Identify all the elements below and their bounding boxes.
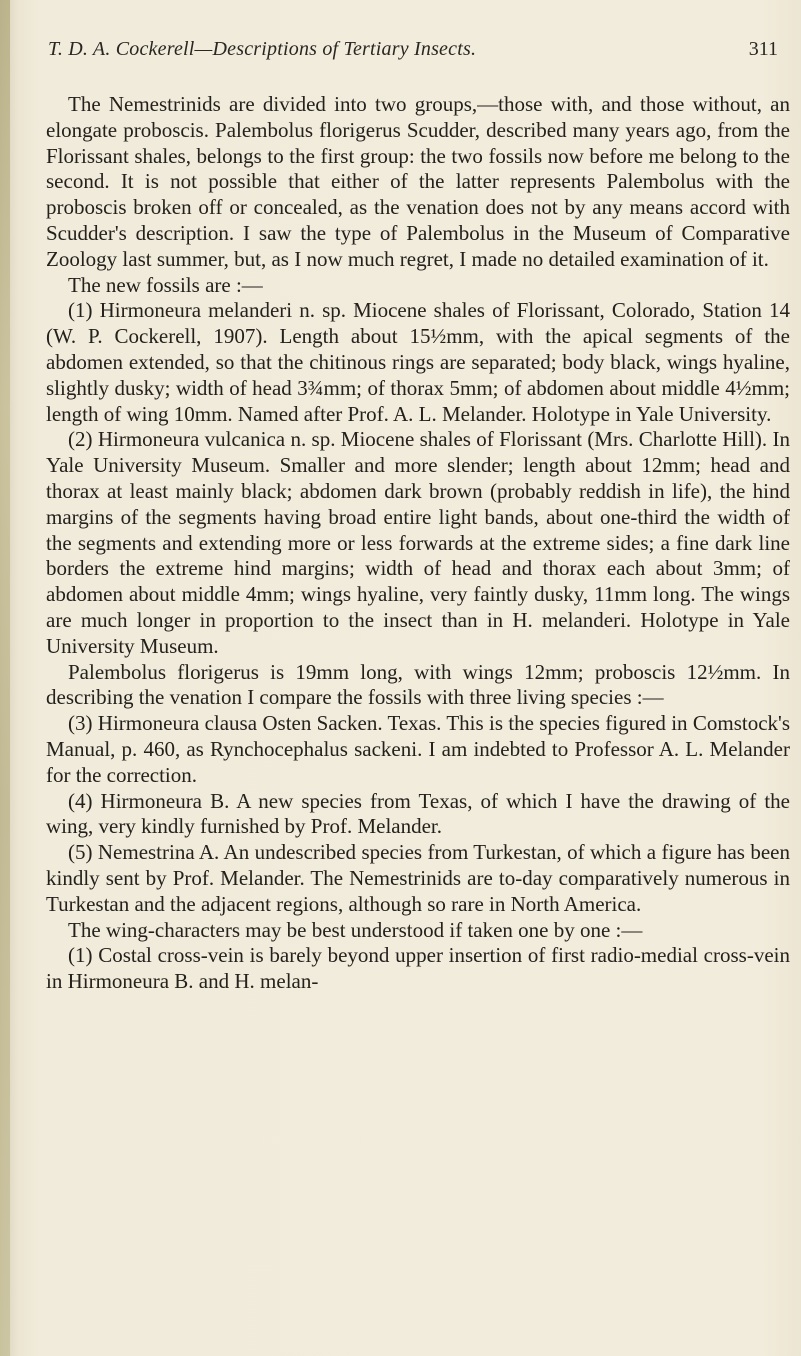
- page-number: 311: [748, 38, 778, 60]
- binding-gutter: [0, 0, 10, 1356]
- running-head-title: T. D. A. Cockerell—Descriptions of Tertiary Insects.: [48, 38, 477, 60]
- paragraph-wing-characters: The wing-characters may be best understood if taken one by one :—: [68, 917, 643, 942]
- paragraph-costal-cross-vein: (1) Costal cross-vein is barely beyond upper insertion of first radio-medial cross-vein in Hirmoneura B. and H. melan-: [46, 943, 790, 994]
- paragraph-species-4: (4) Hirmoneura B. A new species from Texas, of which I have the drawing of the wing, very kindly furnished by Prof. Melander.: [46, 788, 790, 839]
- body-text: [46, 92, 790, 995]
- paragraph-species-2: (2) Hirmoneura vulcanica n. sp. Miocene shales of Florissant (Mrs. Charlotte Hill). In Yale University Museum. Smaller and more slender; length about 12mm; head and thorax at least mainly black; abdomen dark brown (probably reddish in life), the hind margins of the segments having broad entire light bands, about one-third the width of the segments and extending more or less forwards at the extreme sides; a fine dark line borders the extreme hind margins; width of head and thorax each about 3mm; of abdomen about middle 4mm; wings hyaline, very faintly dusky, 11mm long. The wings are much longer in proportion to the insect than in H. melanderi. Holotype in Yale University Museum.: [46, 427, 790, 658]
- paragraph-species-3: (3) Hirmoneura clausa Osten Sacken. Texas. This is the species figured in Comstock's Manual, p. 460, as Rynchocephalus sackeni. I am indebted to Professor A. L. Melander for the correction.: [46, 711, 790, 787]
- paragraph-species-1: (1) Hirmoneura melanderi n. sp. Miocene shales of Florissant, Colorado, Station 14 (W. P. Cockerell, 1907). Length about 15½mm, with the apical segments of the abdomen extended, so that the chitinous rings are separated; body black, wings hyaline, slightly dusky; width of head 3¾mm; of thorax 5mm; of abdomen about middle 4½mm; length of wing 10mm. Named after Prof. A. L. Melander. Holotype in Yale University.: [46, 298, 790, 426]
- paragraph-palembolus: Palembolus florigerus is 19mm long, with wings 12mm; proboscis 12½mm. In describing the venation I compare the fossils with three living species :—: [46, 659, 790, 710]
- paragraph-species-5: (5) Nemestrina A. An undescribed species from Turkestan, of which a figure has been kindly sent by Prof. Melander. The Nemestrinids are to-day comparatively numerous in Turkestan and the adjacent regions, although so rare in North America.: [46, 840, 790, 916]
- paragraph-new-fossils: The new fossils are :—: [68, 272, 263, 297]
- paragraph-intro: The Nemestrinids are divided into two groups,—those with, and those without, an elongate proboscis. Palembolus florigerus Scudder, described many years ago, from the Florissant shales, belongs to the first group: the two fossils now before me belong to the second. It is not possible that either of the latter represents Palembolus with the proboscis broken off or concealed, as the venation does not by any means accord with Scudder's description. I saw the type of Palembolus in the Museum of Comparative Zoology last summer, but, as I now much regret, I made no detailed examination of it.: [46, 92, 790, 271]
- running-head: [48, 22, 790, 62]
